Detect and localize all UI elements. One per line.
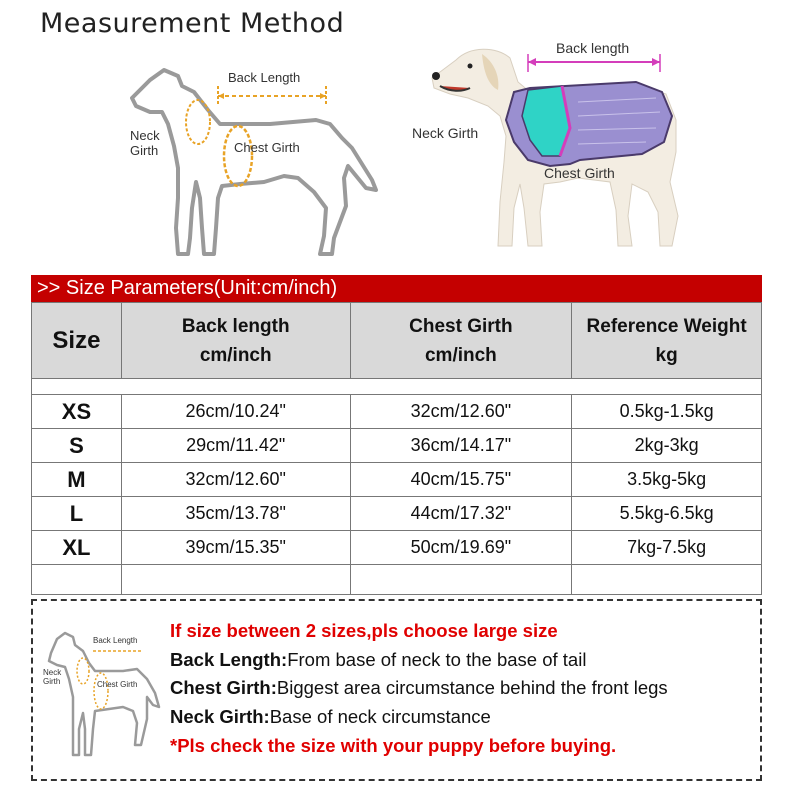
neck-girth-loop (186, 100, 210, 144)
photo-chest-girth-label: Chest Girth (544, 165, 615, 181)
back-length-cell: 35cm/13.78" (121, 497, 350, 531)
chest-girth-cell: 32cm/12.60" (350, 395, 572, 429)
table-row (32, 531, 762, 565)
neck-girth-note: Neck Girth:Base of neck circumstance (170, 706, 491, 728)
photo-neck-girth-label: Neck Girth (412, 125, 479, 141)
size-notes (170, 617, 668, 761)
chest-girth-cell: 44cm/17.32" (350, 497, 572, 531)
header-size: Size (32, 303, 122, 379)
size-parameters-banner: >> Size Parameters(Unit:cm/inch) (31, 275, 762, 302)
dog-with-coat-image (410, 32, 710, 257)
choose-larger-note: If size between 2 sizes,pls choose large size (170, 620, 558, 641)
weight-cell: 7kg-7.5kg (572, 531, 762, 565)
size-notes-box (31, 599, 762, 781)
photo-back-length-label: Back length (556, 40, 630, 56)
size-cell: XL (32, 531, 122, 565)
table-row (32, 429, 762, 463)
page-title: Measurement Method (40, 8, 345, 39)
outline-back-length-label: Back Length (228, 70, 301, 85)
dog-outline-diagram (120, 58, 385, 263)
dog-silhouette (132, 70, 376, 254)
size-cell: S (32, 429, 122, 463)
weight-cell: 3.5kg-5kg (572, 463, 762, 497)
mini-neck-label-2: Girth (43, 677, 61, 686)
table-row (32, 395, 762, 429)
table-spacer-row (32, 379, 762, 395)
back-length-note: Back Length:From base of neck to the base of tail (170, 648, 587, 670)
chest-girth-note: Chest Girth:Biggest area circumstance behind the front legs (170, 677, 668, 699)
outline-neck-label-1: Neck (130, 128, 160, 143)
back-length-cell: 29cm/11.42" (121, 429, 350, 463)
table-header-row (32, 303, 762, 379)
chest-girth-loop (224, 126, 252, 186)
header-chest-girth: Chest Girth cm/inch (350, 303, 572, 379)
outline-chest-label: Chest Girth (234, 140, 300, 155)
chest-girth-cell: 50cm/19.69" (350, 531, 572, 565)
size-chart-table (31, 302, 762, 595)
back-length-cell: 39cm/15.35" (121, 531, 350, 565)
back-length-cell: 32cm/12.60" (121, 463, 350, 497)
table-empty-row (32, 565, 762, 595)
size-cell: L (32, 497, 122, 531)
weight-cell: 0.5kg-1.5kg (572, 395, 762, 429)
weight-cell: 5.5kg-6.5kg (572, 497, 762, 531)
size-cell: M (32, 463, 122, 497)
outline-neck-label-2: Girth (130, 143, 159, 158)
weight-cell: 2kg-3kg (572, 429, 762, 463)
header-back-length: Back length cm/inch (121, 303, 350, 379)
mini-neck-label-1: Neck (43, 668, 62, 677)
table-row (32, 463, 762, 497)
mini-dog-diagram (43, 623, 163, 763)
header-reference-weight: Reference Weight kg (572, 303, 762, 379)
table-row (32, 497, 762, 531)
size-cell: XS (32, 395, 122, 429)
back-length-cell: 26cm/10.24" (121, 395, 350, 429)
chest-girth-cell: 40cm/15.75" (350, 463, 572, 497)
mini-chest-label: Chest Girth (97, 680, 138, 689)
check-size-warning: *Pls check the size with your puppy before buying. (170, 734, 617, 756)
chest-girth-cell: 36cm/14.17" (350, 429, 572, 463)
mini-back-length-label: Back Length (93, 636, 138, 645)
